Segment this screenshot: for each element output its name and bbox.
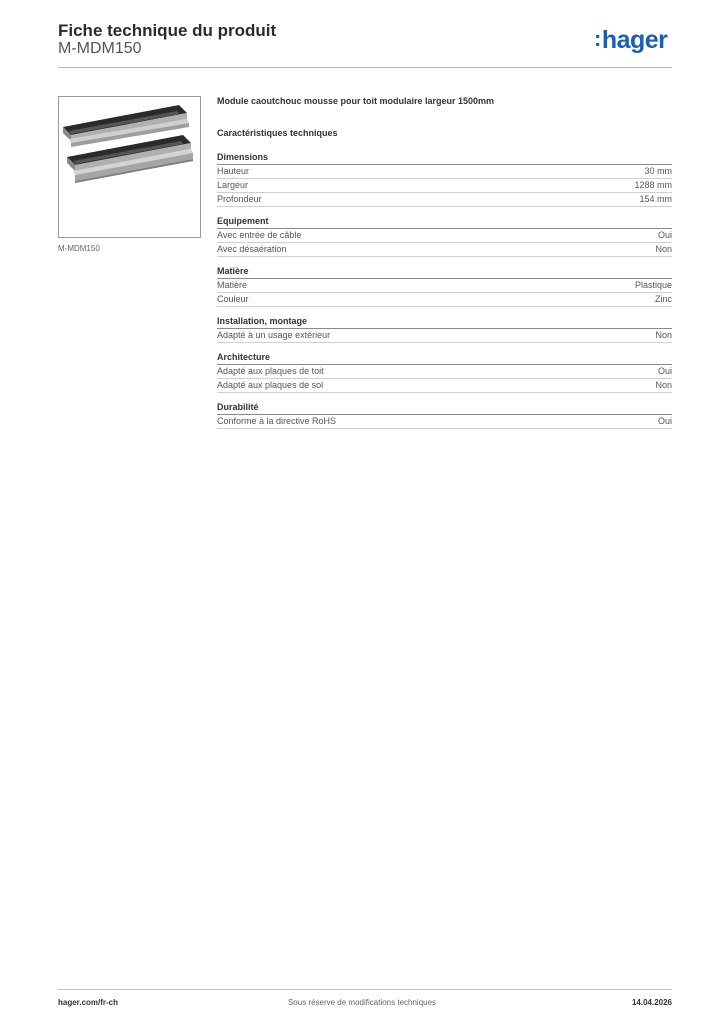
spec-label: Profondeur [217,194,262,204]
spec-row [217,365,672,379]
header-divider [58,67,672,68]
spec-value: Zinc [654,294,672,304]
spec-label: Conforme à la directive RoHS [217,416,337,426]
spec-row [217,415,672,429]
spec-row [217,243,672,257]
spec-row [217,379,672,393]
spec-value: Oui [657,230,672,240]
spec-value: Non [655,244,672,254]
spec-row [217,165,672,179]
spec-group-title: Dimensions [217,152,672,165]
spec-group-title: Matière [217,266,672,279]
spec-group [217,152,672,207]
document-title: Fiche technique du produit [58,21,277,40]
spec-group-title: Equipement [217,216,672,229]
product-code: M-MDM150 [58,40,142,57]
product-description: Module caoutchouc mousse pour toit modulaire largeur 1500mm [217,96,495,106]
spec-label: Adapté à un usage extérieur [217,330,331,340]
spec-label: Avec désaération [217,244,287,254]
spec-value: Oui [657,416,672,426]
spec-label: Matière [217,280,248,290]
spec-row [217,279,672,293]
spec-group [217,402,672,429]
specifications-panel [217,96,672,438]
spec-row [217,329,672,343]
technical-characteristics-heading: Caractéristiques techniques [217,128,338,138]
footer-notice: Sous réserve de modifications techniques [287,998,437,1007]
spec-value: 154 mm [639,194,672,204]
product-image [58,96,201,238]
spec-row [217,179,672,193]
spec-label: Adapté aux plaques de toit [217,366,324,376]
spec-groups [217,152,672,429]
footer-date: 14.04.2026 [631,998,672,1007]
spec-label: Hauteur [217,166,250,176]
spec-row [217,193,672,207]
spec-label: Couleur [217,294,249,304]
spec-value: Non [655,330,672,340]
spec-group [217,316,672,343]
spec-row [217,229,672,243]
footer-divider [58,989,672,990]
spec-group [217,216,672,257]
footer-website-link[interactable]: hager.com/fr-ch [58,998,119,1007]
image-caption: M-MDM150 [58,244,100,253]
spec-group [217,352,672,393]
spec-group-title: Installation, montage [217,316,672,329]
product-photo-icon [59,97,200,237]
spec-value: Oui [657,366,672,376]
spec-label: Largeur [217,180,249,190]
spec-value: Plastique [634,280,672,290]
spec-label: Avec entrée de câble [217,230,302,240]
spec-value: 1288 mm [634,180,672,190]
spec-value: 30 mm [644,166,672,176]
spec-group-title: Durabilité [217,402,672,415]
spec-value: Non [655,380,672,390]
spec-group [217,266,672,307]
spec-row [217,293,672,307]
spec-group-title: Architecture [217,352,672,365]
hager-logo[interactable]: :hager [594,26,668,54]
spec-label: Adapté aux plaques de sol [217,380,324,390]
